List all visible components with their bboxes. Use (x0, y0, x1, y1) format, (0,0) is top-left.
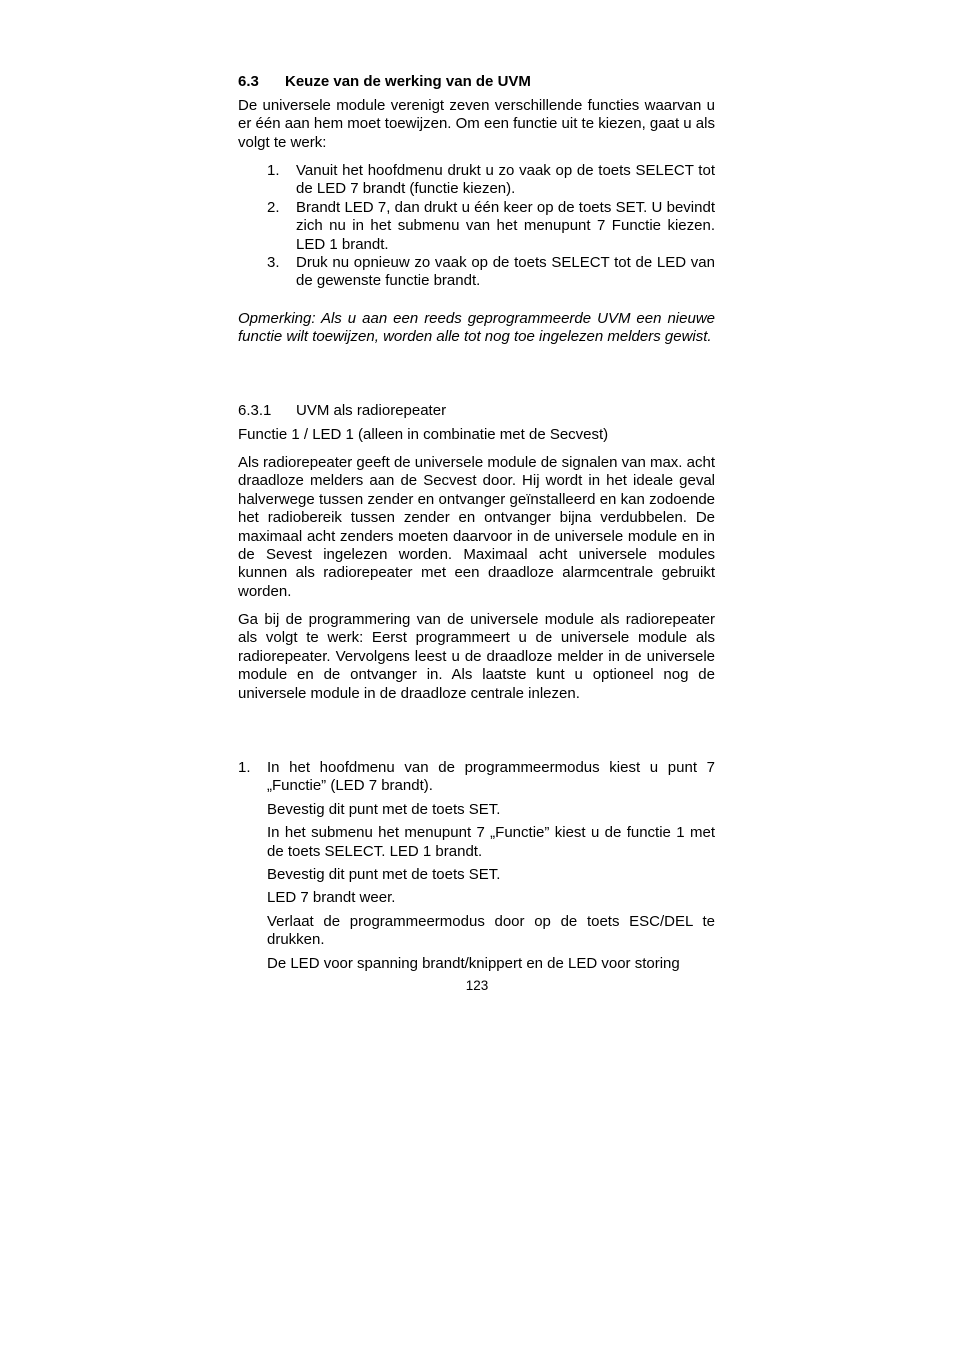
procedure-line: In het hoofdmenu van de programmeermodus kiest u punt 7 „Functie” (LED 7 brandt). (267, 759, 715, 795)
step-text: Vanuit het hoofdmenu drukt u zo vaak op de toets SELECT tot de LED 7 brandt (functie kiezen). (296, 162, 715, 198)
step-number: 2. (267, 198, 280, 216)
procedure-line: Bevestig dit punt met de toets SET. (267, 866, 501, 884)
step-text: Druk nu opnieuw zo vaak op de toets SELECT tot de LED van de gewenste functie brandt. (296, 254, 715, 290)
procedure-line: Verlaat de programmeermodus door op de toets ESC/DEL te drukken. (267, 912, 715, 949)
section-heading (238, 73, 715, 91)
procedure-list (238, 759, 715, 973)
procedure-steps (267, 759, 715, 973)
paragraph: Als radiorepeater geeft de universele module de signalen van max. acht draadloze melders aan de Secvest door. Hij wordt in het ideale geval halverwege tussen zender en ontvanger geïnstalleerd en kan zodoende het radiobereik tussen zender en ontvanger bijna verdubbelen. De maximaal acht zenders moeten daarvoor in de universele module en in de Sevest ingelezen worden. Maximaal acht universele modules kunnen als radiorepeater met een draadloze alarmcentrale gebruikt worden. (238, 454, 715, 600)
procedure-number: 1. (238, 759, 251, 776)
intro-paragraph: De universele module verenigt zeven verschillende functies waarvan u er één aan hem moet toewijzen. Om een functie uit te kiezen, gaat u als volgt te werk: (238, 97, 715, 151)
procedure-line: In het submenu het menupunt 7 „Functie” kiest u de functie 1 met de toets SELECT. LED 1 brandt. (267, 824, 715, 860)
page-number: 123 (465, 978, 489, 993)
paragraph: Ga bij de programmering van de universele module als radiorepeater als volgt te werk: Eerst programmeert u de universele module als radiorepeater. Vervolgens leest u de draadloze melder in de universele module en de ontvanger in. Als laatste kunt u optioneel nog de universele module in de draadloze centrale inlezen. (238, 611, 715, 702)
step-number: 3. (267, 254, 280, 272)
list-item (267, 162, 715, 199)
step-number: 1. (267, 162, 280, 179)
remark-block (238, 310, 715, 347)
subsection-heading (238, 402, 715, 420)
subsection-number: 6.3.1 (238, 402, 272, 419)
paragraph-block-1 (238, 454, 715, 601)
function-line: Functie 1 / LED 1 (alleen in combinatie met de Secvest) (238, 426, 609, 443)
section-title: Keuze van de werking van de UVM (285, 73, 531, 90)
steps-list (267, 162, 715, 291)
procedure-line: De LED voor spanning brandt/knippert en de LED voor storing (267, 954, 680, 972)
step-text: Brandt LED 7, dan drukt u één keer op de toets SET. U bevindt zich nu in het submenu van het menupunt 7 Functie kiezen. LED 1 brandt. (296, 198, 715, 253)
intro-paragraph-block (238, 97, 715, 152)
remark-note: Opmerking: Als u aan een reeds geprogrammeerde UVM een nieuwe functie wilt toewijzen, worden alle tot nog toe ingelezen melders gewist. (238, 310, 715, 346)
subsection-title: UVM als radiorepeater (296, 402, 447, 419)
list-item (267, 199, 715, 254)
procedure-line: Bevestig dit punt met de toets SET. (267, 800, 501, 818)
procedure-line: LED 7 brandt weer. (267, 889, 396, 907)
paragraph-block-2 (238, 611, 715, 703)
section-number: 6.3 (238, 73, 259, 90)
list-item (267, 254, 715, 291)
list-item (238, 759, 715, 973)
function-line-block (238, 426, 715, 444)
